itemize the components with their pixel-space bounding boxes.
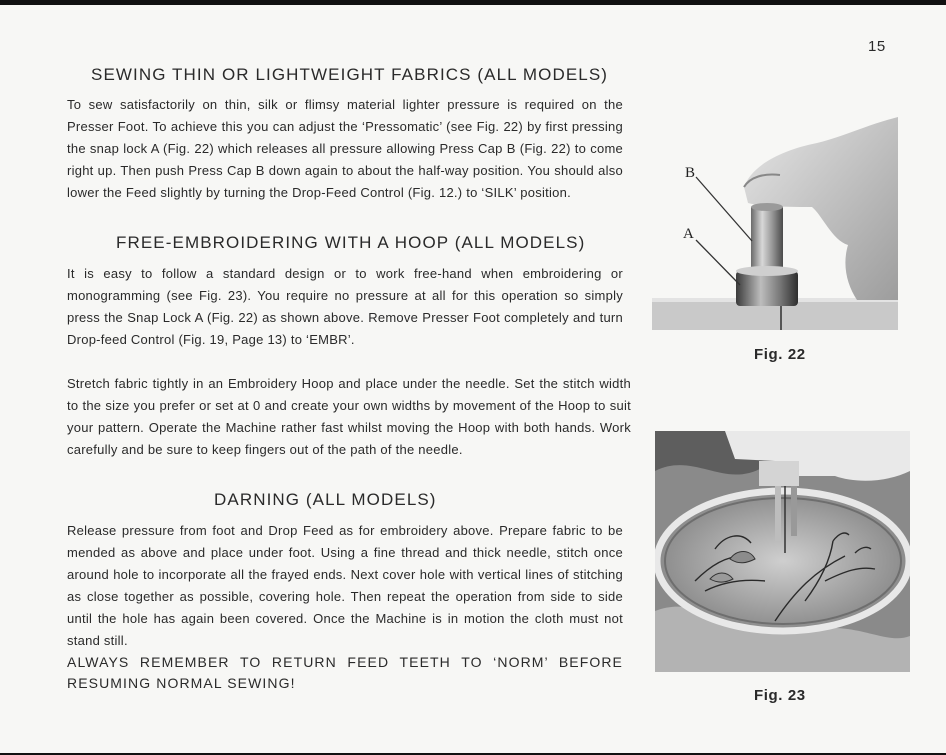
figure-22-caption: Fig. 22 bbox=[754, 346, 806, 363]
heading-free-embroidering: FREE-EMBROIDERING WITH A HOOP (ALL MODELS) bbox=[116, 233, 586, 252]
fig23-illustration bbox=[655, 431, 910, 672]
paragraph-darning: Release pressure from foot and Drop Feed as for embroidery above. Prepare fabric to be mended as above and place under foot. Using a fine thread and thick needle, stitch once around hole to incorporate all the frayed ends. Next cover hole with vertical lines of stitching as close together as possible, covering hole. Then repeat the operation from side to side until the hole has again been covered. Once the Machine is in motion the cloth must not stand still. bbox=[67, 523, 623, 648]
warning-feed-teeth: ALWAYS REMEMBER TO RETURN FEED TEETH TO ‘NORM’ BEFORE RESUMING NORMAL SEWING! bbox=[67, 654, 623, 691]
figure-23-caption: Fig. 23 bbox=[754, 687, 806, 704]
heading-darning: DARNING (ALL MODELS) bbox=[214, 490, 437, 509]
fig22-label-b: B bbox=[685, 165, 696, 181]
page-number: 15 bbox=[868, 38, 886, 55]
fig22-illustration bbox=[652, 95, 898, 330]
figure-23-embroidery-photo bbox=[655, 431, 910, 672]
heading-thin-fabrics: SEWING THIN OR LIGHTWEIGHT FABRICS (ALL MODELS) bbox=[91, 65, 609, 84]
fig22-label-a: A bbox=[683, 226, 694, 242]
figure-22-pressomatic-photo bbox=[652, 95, 898, 330]
paragraph-embroidering-hoop: Stretch fabric tightly in an Embroidery Hoop and place under the needle. Set the stitch width to the size you prefer or set at 0 and create your own widths by movement of the Hoop to suit your pattern. Operate the Machine rather fast whilst moving the Hoop with both hands. Work carefully and be sure to keep fingers out of the path of the needle. bbox=[67, 376, 631, 457]
paragraph-thin-fabrics: To sew satisfactorily on thin, silk or flimsy material lighter pressure is required on the Presser Foot. To achieve this you can adjust the ‘Pressomatic’ (see Fig. 22) by first pressing the snap lock A (Fig. 22) which releases all pressure allowing Press Cap B (Fig. 22) to come right up. Then push Press Cap B down again to about the half-way position. You should also lower the Feed slightly by turning the Drop-Feed Control (Fig. 12.) to ‘SILK’ position. bbox=[67, 97, 623, 200]
paragraph-embroidering-intro: It is easy to follow a standard design or to work free-hand when embroidering or monogramming (see Fig. 23). You require no pressure at all for this operation so simply press the Snap Lock A (Fig. 22) as shown above. Remove Presser Foot completely and turn Drop-feed Control (Fig. 19, Page 13) to ‘EMBR’. bbox=[67, 266, 623, 347]
